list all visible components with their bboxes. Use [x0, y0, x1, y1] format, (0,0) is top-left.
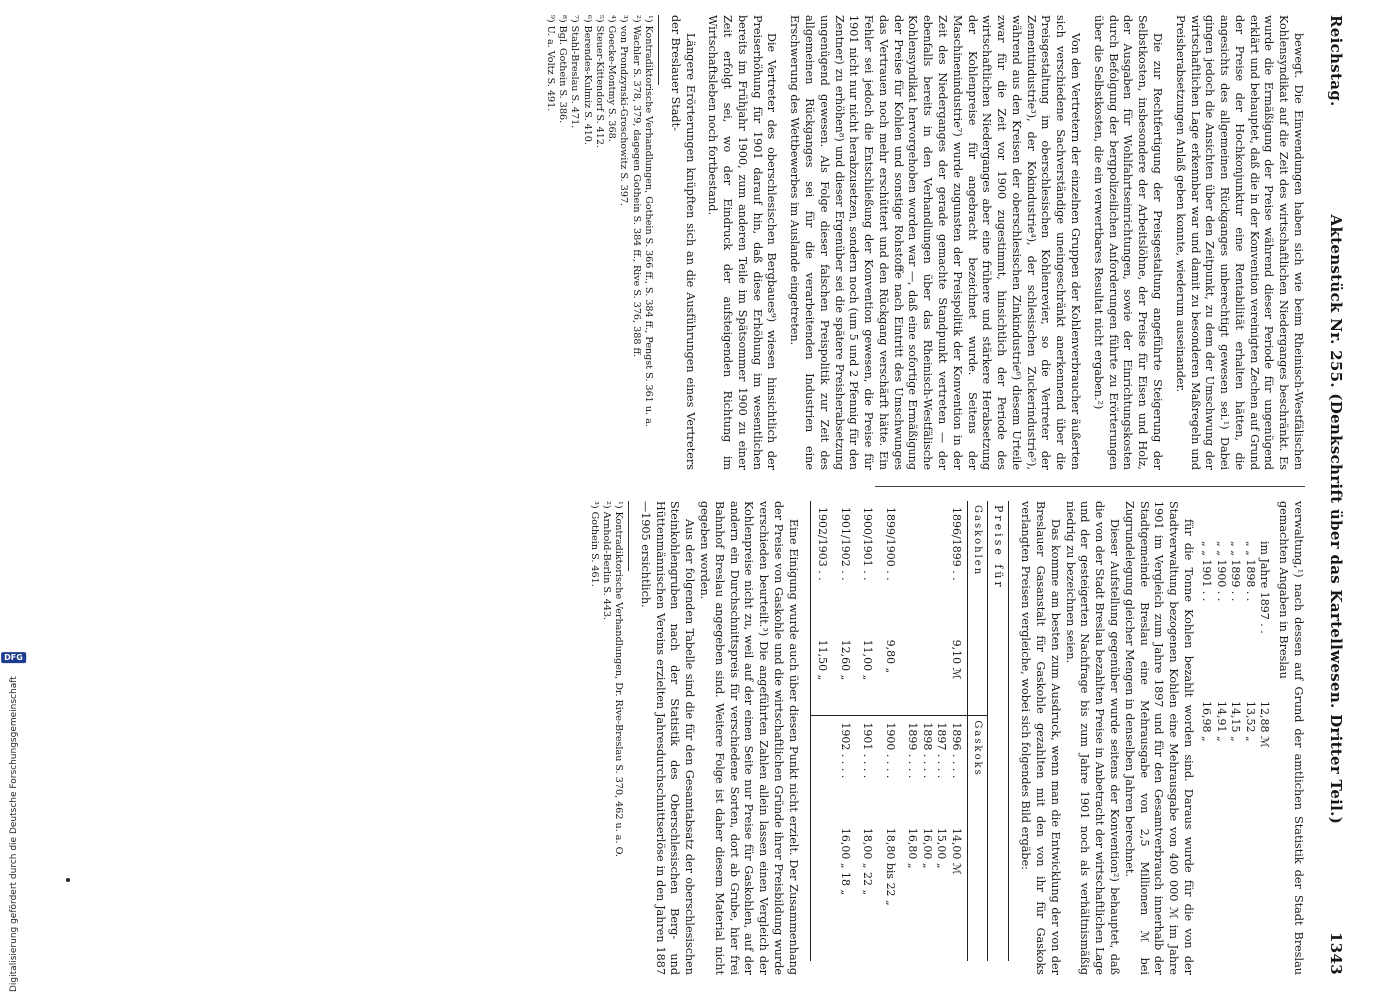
yearly-price-row — [1199, 541, 1214, 841]
table-row — [901, 501, 968, 961]
paragraph: Längere Erörterungen knüpften sich an die Ausführungen eines Vertreters der Breslauer Stadt- — [668, 15, 697, 470]
gaskoks-value: 16,80 „ — [906, 827, 920, 869]
paragraph: bewegt. Die Einwendungen haben sich wie beim Rheinisch-Westfälischen Kohlensyndikat auf die Zeit des wirtschaftlichen Niederganges beschränkt. Es wurde die Ermäßigung der Preise während dieser Periode für ungenügend erklärt und behauptet, daß die in der Konvention vereinigten Zechen auf Grund der Preise der Hochkonjunktur eine Rentabilität erhalten hätten, die angesichts des allgemeinen Rückganges unberechtigt gewesen sei.¹) Dabei gingen jedoch die Ansichten über den Zeitpunkt, zu dem der Umschwung der wirtschaftlichen Lage erkennbar war und damit zu besonderen Maßregeln und Preisherabsetzungen Anlaß geben konnte, wiederum auseinander. — [1173, 15, 1305, 470]
table-row — [833, 501, 856, 961]
period-cell: 1900/1901 . . — [861, 507, 875, 581]
year-value: 1898 . . . . — [920, 722, 934, 779]
yearly-price-row — [1242, 541, 1257, 841]
year-value: 1896 . . . . — [949, 722, 963, 779]
year-value: 1897 . . . . — [935, 722, 949, 779]
year-cell: 1902 . . . . — [833, 716, 856, 822]
footnote: ²) Arnhold-Berlin S. 443. — [600, 501, 612, 621]
footnote: ³) Gothein S. 461. — [588, 501, 600, 587]
scan-speck — [66, 878, 70, 882]
paragraph: Dieser Aufstellung gegenüber wurde seitens der Konvention²) behauptet, daß die von der Stadt Breslau bezahlten Preise in Anbetracht der wirtschaftlichen Lage und der gesteigerten Nachfrage bis zum Jahre 1901 noch als verhältnismäßig niedrig zu bezeichnen seien. — [1063, 501, 1121, 975]
table-row — [878, 501, 901, 961]
period-cell: 1896/1899 . . — [949, 507, 963, 581]
year-cell: 1900 . . . . — [878, 716, 901, 822]
page-number: 1343 — [1327, 932, 1345, 975]
digitization-credit — [4, 646, 23, 992]
column-header-gaskohlen: Gaskohlen — [967, 501, 987, 716]
gaskoks-value: 15,00 „ — [935, 827, 949, 869]
footnote-separator — [628, 501, 629, 571]
footnote: ¹) Kontradiktorische Verhandlungen, Dr. Rive-Breslau S. 370, 462 u. a. O. — [613, 501, 625, 857]
header-title: Aktenstück Nr. 255. (Denkschrift über das Kartellwesen. Dritter Teil.) — [1327, 214, 1345, 825]
column-header-gaskoks: Gaskoks — [967, 716, 987, 961]
credit-text: Digitalisierung gefördert durch die Deutsche Forschungsgemeinschaft — [8, 676, 19, 992]
year-label: „ „ 1901 . . — [1200, 541, 1214, 602]
table-group-header: Preise für — [987, 501, 1009, 961]
period-cell: 1902/1903 . . — [810, 501, 833, 634]
gaskoks-cell — [901, 822, 968, 961]
footnote: ⁴) Goecke-Montmy S. 368. — [606, 15, 618, 142]
paragraph: Das komme am besten zum Ausdruck, wenn man die Entwicklung der von der Breslauer Gasanstalt für Gaskohle gezahlten mit den von ihr für Gaskoks verlangten Preisen vergleiche, wobei sich folgendes Bild ergäbe: — [1019, 501, 1062, 975]
footnote-separator — [658, 15, 659, 85]
year-label: „ „ 1899 . . — [1229, 541, 1243, 602]
footnote: ³) von Prondzynski-Groschowitz S. 397. — [618, 15, 630, 207]
year-cell — [901, 716, 968, 822]
paragraph: Eine Einigung wurde auch über diesen Punkt nicht erzielt. Der Zusammenhang der Preise von Gaskohle und die wirtschaftlichen Gründe ihrer Preisbildung wurde verschieden beurteilt.³) Die angeführten Zahlen allein lassen einen Vergleich der Kohlenpreise nicht zu, weil auf der einen Seite nur Preise für Gaskohlen, auf der andern ein Durchschnittspreis für verschiedene Sorten, dort ab Grube, hier frei Bahnhof Breslau angegeben sind. Weitere Folge ist daher diesem Material nicht gegeben worden. — [697, 501, 800, 975]
rotated-document-page — [45, 15, 1345, 975]
year-cell — [810, 716, 833, 822]
period-cell: 1899/1900 . . — [883, 507, 897, 581]
column-divider — [875, 486, 1305, 487]
price-value: 16,98 „ — [1200, 701, 1214, 742]
year-cell: 1901 . . . . — [856, 716, 879, 822]
yearly-price-row — [1213, 541, 1228, 841]
gaskoks-cell: 18,80 bis 22 „ — [883, 827, 897, 906]
dfg-logo-icon: DFG — [1, 652, 26, 663]
price-value: 12,88 ℳ — [1258, 701, 1272, 748]
year-label: im Jahre 1897 . . — [1258, 541, 1272, 634]
paragraph: Die zur Rechtfertigung der Preisgestaltung angeführte Steigerung der Selbstkosten, insbesondere der Arbeitslöhne, der Preise für Eisen und Holz, der Ausgaben für Wohlfahrtseinrichtungen, sowie der Einrichtungskosten durch Befolgung der bergpolizeilichen Anforderungen führte zu Erörterungen über die Selbstkosten, die ein verwertbares Resultat nicht ergaben.²) — [1091, 15, 1164, 470]
yearly-price-list — [1199, 541, 1272, 975]
price-value: 13,52 „ — [1243, 701, 1257, 742]
table-row — [810, 501, 833, 961]
right-column — [587, 501, 1305, 975]
year-value: 1899 . . . . — [906, 722, 920, 779]
footnote: ⁵) Steuer-Kittendorf S. 412. — [593, 15, 605, 149]
footnotes-left — [544, 15, 654, 470]
gaskoks-cell: 18,00 „ 22 „ — [861, 827, 875, 896]
footnote: ²) Wachler S. 378, 379, dagegen Gothein S. 384 ff., Rive S. 376, 388 ff. — [630, 15, 642, 358]
paragraph: Von den Vertretern der einzelnen Gruppen der Kohlenverbraucher äußerten sich verschiedene Sachverständige uneingeschränkt anerkennend über die Preisgestaltung im oberschlesischen Kohlenrevier, so die Vertreter der Zementindustrie³), der Kokindustrie⁴), der schlesischen Zuckerindustrie⁵), während aus den Kreisen der oberschlesischen Zinkindustrie⁶) diesem Urteile zwar für die Zeit vor 1900 zugestimmt, hinsichtlich der Periode des wirtschaftlichen Niederganges aber eine frühere und stärkere Herabsetzung der Kohlenpreise für angebracht bezeichnet wurde. Seitens der Maschinenindustrie⁷) wurde zugunsten der Preispolitik der Konvention in der Zeit des Niederganges der gerade gemachte Standpunkt vertreten — der ebenfalls bereits in den Verhandlungen über das Rheinisch-Westfälische Kohlensyndikat hervorgehoben worden war —, daß eine sofortige Ermäßigung der Preise für Kohlen und sonstige Rohstoffe nach Eintritt des Umschwunges das Vertrauen noch mehr erschüttert und den Rückgang verschärft hätte. Ein Fehler sei jedoch die Entschließung der Konvention gewesen, die Preise für 1901 nicht nur nicht herabzusetzen, sondern noch (um 5 und 2 Pfennig für den Zentner) zu erhöhen⁸) und dieser Ergenüber sei die spätere Preisherabsetzung ungenügend gewesen. Als Folge dieser falschen Preispolitik zur Zeit des allgemeinen Rückganges sei für die verarbeitenden Industrien eine Erschwerung des Wettbewerbes im Auslande eingetreten. — [788, 15, 1083, 470]
gaskoks-value: 16,00 „ — [920, 827, 934, 869]
header-left: Reichstag. — [1327, 15, 1345, 107]
paragraph: verwaltung,¹) nach dessen auf Grund der amtlichen Statistik der Stadt Breslau gemachten Angaben in Breslau — [1277, 501, 1305, 975]
year-label: „ „ 1898 . . — [1243, 541, 1257, 602]
gaskohlen-cell: 12,60 „ — [838, 639, 852, 681]
paragraph: Aus der folgenden Tabelle sind die für den Gesamtabsatz der oberschlesischen Steinkohlengruben nach der Statistik des Oberschlesischen Berg- und Hüttenmännischen Vereins erzielten Jahresdurchschnittserlöse in den Jahren 1887—1905 ersichtlich. — [638, 501, 697, 975]
footnote: ⁸) Bgl. Gothein S. 386. — [557, 15, 569, 124]
left-column — [544, 15, 1305, 470]
gaskohlen-cell: 9,10 ℳ — [949, 639, 963, 680]
gaskohlen-cell: 11,50 „ — [810, 634, 833, 716]
footnote: ¹) Kontradiktorische Verhandlungen, Gothein S. 366 ff., S. 384 ff., Pengst S. 361 u. a. — [642, 15, 654, 427]
footnote: ⁶) Berendes-Kulmiz S. 410. — [581, 15, 593, 145]
period-cell: 1901/1902 . . — [838, 507, 852, 581]
paragraph: Die Vertreter des oberschlesischen Bergbaues⁹) wiesen hinsichtlich der Preiserhöhung für 1901 darauf hin, daß diese Erhöhung im wesentlichen bereits im Frühjahr 1900, zum anderen Teile im Spätsommer 1900 zu einer Zeit erfolgt sei, wo der Eindruck der aufsteigenden Richtung im Wirtschaftsleben noch fortbestand. — [706, 15, 779, 470]
gaskohlen-cell: 11,00 „ — [861, 639, 875, 681]
footnotes-right — [587, 501, 624, 975]
footnote: ⁹) U. a. Voltz S. 491. — [544, 15, 556, 112]
gaskoks-value: 14,00 ℳ — [949, 827, 963, 875]
year-label: „ „ 1900 . . — [1214, 541, 1228, 602]
price-value: 14,91 „ — [1214, 701, 1228, 742]
paragraph: für die Tonne Kohlen bezahlt worden sind. Daraus wurde für die von der Stadtverwaltung bezogenen Kohlen eine Mehrausgabe von 400 000 ℳ im Jahre 1901 im Vergleich zum Jahre 1897 und für den Gesamtverbrauch innerhalb der Stadtgemeinde Breslau eine Mehrausgabe von 2,5 Millionen ℳ bei Zugrundelegung gleicher Mengen in denselben Jahren berechnet. — [1122, 501, 1195, 975]
gaskoks-cell: 16,00 „ 18 „ — [838, 827, 852, 896]
yearly-price-row — [1257, 541, 1272, 841]
page-header — [1317, 15, 1345, 975]
price-value: 14,15 „ — [1229, 701, 1243, 742]
gaskoks-cell — [810, 822, 833, 961]
table-row — [856, 501, 879, 961]
price-table — [810, 501, 1010, 961]
footnote: ⁷) Stahl-Breslau S. 471. — [569, 15, 581, 129]
yearly-price-row — [1228, 541, 1243, 841]
gaskohlen-cell: 9,80 „ — [883, 639, 897, 674]
